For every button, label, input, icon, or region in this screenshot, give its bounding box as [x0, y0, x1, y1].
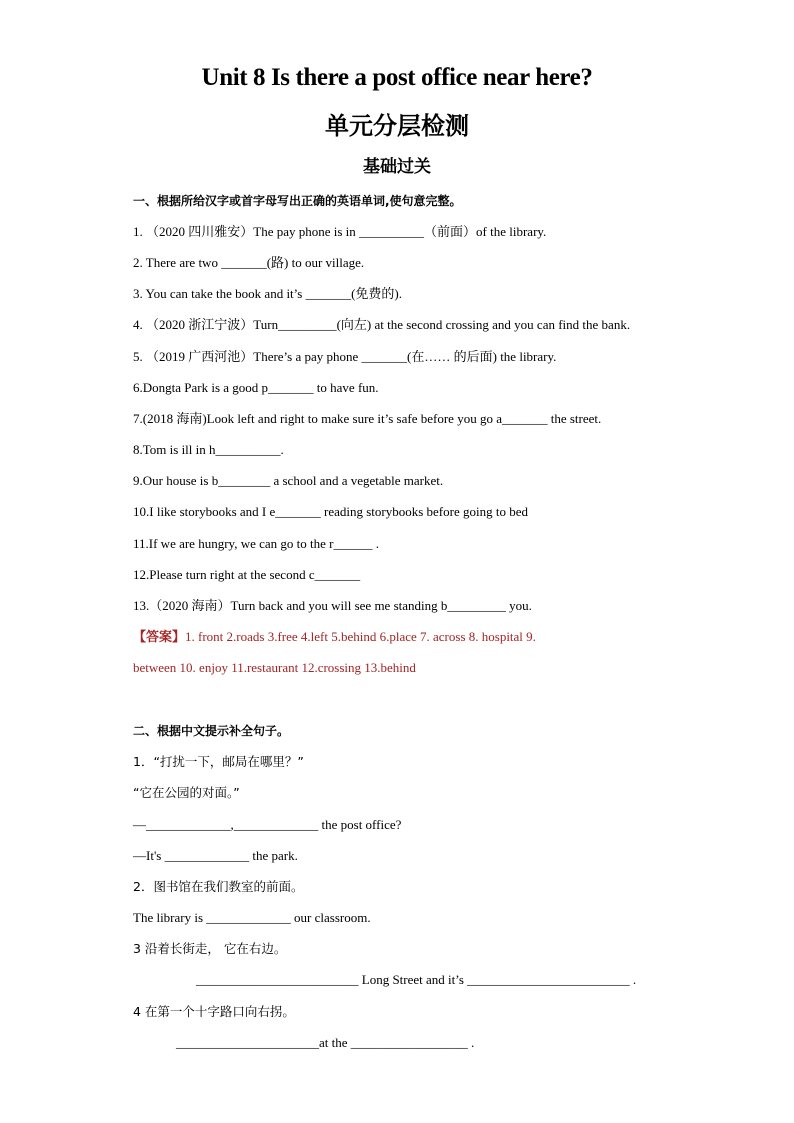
document-title: Unit 8 Is there a post office near here?	[201, 64, 593, 91]
exercise-item: 12.Please turn right at the second c_______	[133, 567, 361, 582]
answer-tag: 【答案】	[133, 630, 186, 645]
answer-text: 1. front 2.roads 3.free 4.left 5.behind 6.place 7. across 8. hospital 9.	[185, 629, 536, 644]
exercise-item: 2. There are two _______(路) to our village.	[133, 255, 365, 270]
exercise-item: 4. （2020 浙江宁波）Turn_________(向左) at the second crossing and you can find the bank.	[133, 317, 631, 332]
exercise-item: 11.If we are hungry, we can go to the r______ .	[133, 536, 379, 551]
exercise-item: 13.（2020 海南）Turn back and you will see me standing b_________ you.	[133, 598, 532, 613]
exercise-item: 10.I like storybooks and I e_______ reading storybooks before going to bed	[133, 504, 528, 519]
fill-in-sentence: _________________________ Long Street and it’s _________________________ .	[196, 972, 637, 987]
exercise-item: 7.(2018 海南)Look left and right to make sure it’s safe before you go a_______ the street.	[133, 411, 602, 426]
exercise-item: 9.Our house is b________ a school and a vegetable market.	[133, 473, 444, 488]
exercise-item: 8.Tom is ill in h__________.	[133, 442, 284, 457]
fill-in-sentence: ______________________at the __________________ .	[176, 1035, 475, 1050]
prompt-chinese: 1．“打扰一下，邮局在哪里？”	[133, 754, 304, 769]
document-subtitle: 单元分层检测	[325, 112, 469, 140]
answer-key-line	[133, 629, 536, 646]
fill-in-sentence: —_____________,_____________ the post office?	[133, 817, 402, 832]
section1-heading: 一、根据所给汉字或首字母写出正确的英语单词,使句意完整。	[133, 194, 462, 208]
level-heading: 基础过关	[363, 157, 431, 177]
exercise-item: 3. You can take the book and it’s _______(免费的).	[133, 286, 403, 301]
prompt-chinese: 4 在第一个十字路口向右拐。	[133, 1004, 295, 1019]
exercise-item: 1. （2020 四川雅安）The pay phone is in __________（前面）of the library.	[133, 224, 547, 239]
exercise-item: 6.Dongta Park is a good p_______ to have fun.	[133, 380, 379, 395]
section2-heading: 二、根据中文提示补全句子。	[133, 724, 290, 738]
prompt-chinese: “它在公园的对面。”	[133, 785, 240, 800]
exercise-item: 5. （2019 广西河池）There’s a pay phone _______(在…… 的后面) the library.	[133, 349, 557, 364]
prompt-chinese: 3 沿着长街走， 它在右边。	[133, 941, 287, 956]
fill-in-sentence: The library is _____________ our classroom.	[133, 910, 371, 925]
prompt-chinese: 2．图书馆在我们教室的前面。	[133, 879, 304, 894]
answer-key-line-2: between 10. enjoy 11.restaurant 12.crossing 13.behind	[133, 660, 416, 675]
fill-in-sentence: —It's _____________ the park.	[133, 848, 298, 863]
